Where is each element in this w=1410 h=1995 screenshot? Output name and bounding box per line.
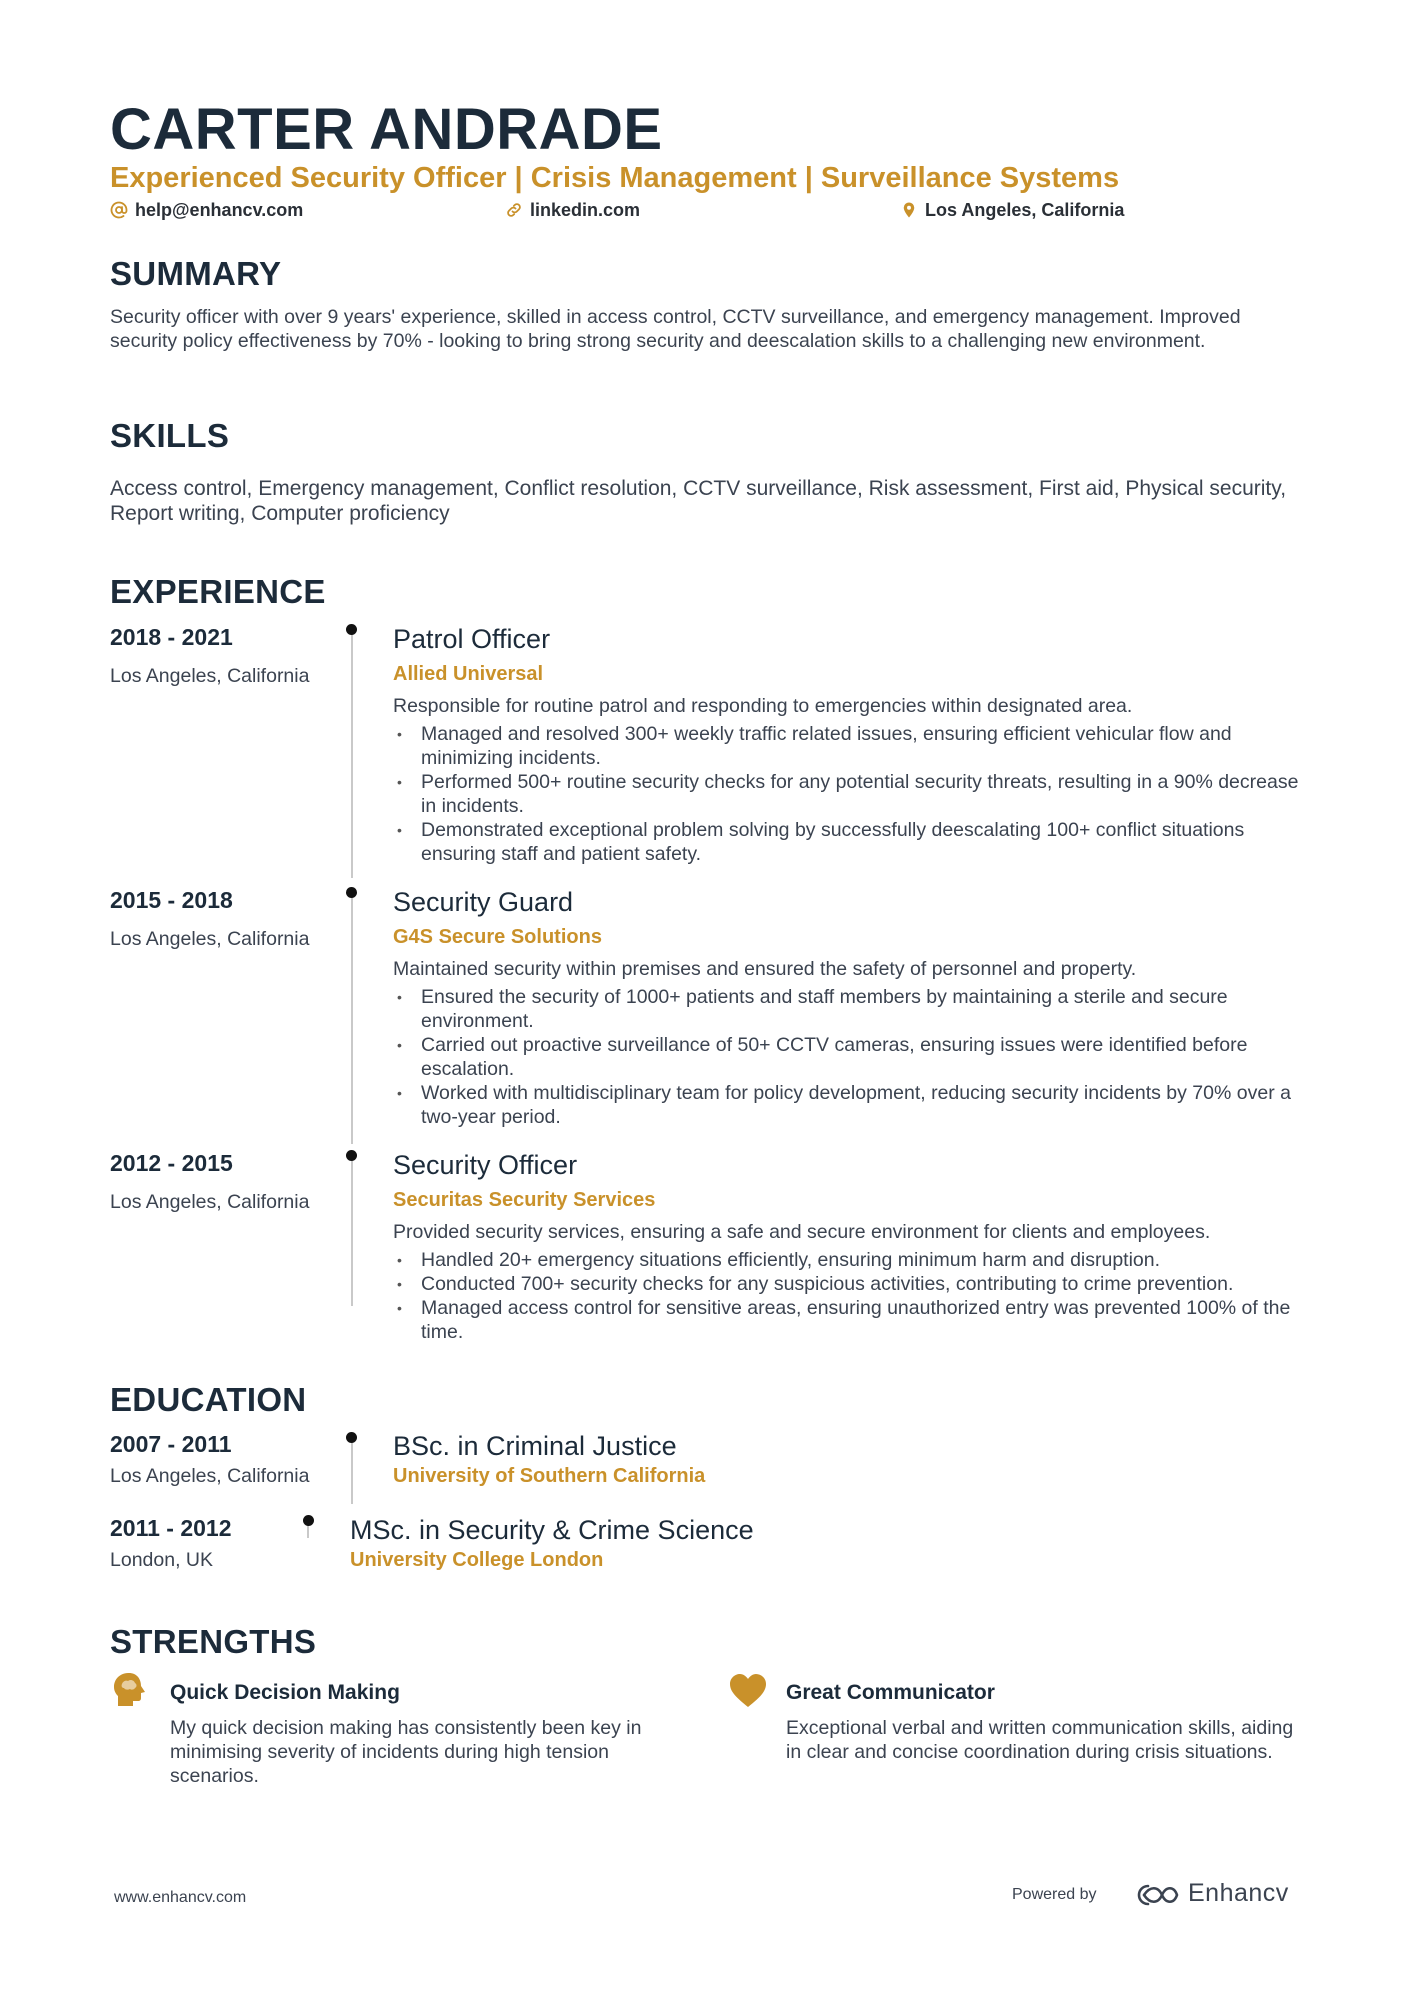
job-location: Los Angeles, California — [110, 665, 310, 687]
footer-brand[interactable]: Enhancv — [1188, 1879, 1289, 1907]
map-pin-icon — [900, 201, 918, 219]
education-location: Los Angeles, California — [110, 1465, 310, 1487]
job-bullets — [393, 985, 1313, 1129]
job-description: Responsible for routine patrol and responding to emergencies within designated area. — [393, 695, 1133, 717]
enhancv-logo-icon — [1134, 1882, 1180, 1908]
at-sign-icon — [110, 201, 128, 219]
summary-text: Security officer with over 9 years' experience, skilled in access control, CCTV surveillance, and emergency management. Improved security policy effectiveness by 70% - looking to bring strong security and deescalation skills to a challenging new environment. — [110, 306, 1241, 352]
job-bullet: • Ensured the security of 1000+ patients and staff members by maintaining a sterile and secure environment. — [393, 985, 1313, 1033]
education-heading: EDUCATION — [110, 1381, 307, 1418]
timeline-dot — [346, 1432, 357, 1443]
job-company: Allied Universal — [393, 663, 544, 685]
contact-location — [900, 198, 1124, 222]
education-dates: 2007 - 2011 — [110, 1431, 232, 1457]
education-school: University of Southern California — [393, 1465, 706, 1487]
job-description: Provided security services, ensuring a safe and secure environment for clients and employees. — [393, 1221, 1211, 1243]
job-bullet: • Demonstrated exceptional problem solving by successfully deescalating 100+ conflict situations ensuring staff and patient safety. — [393, 818, 1313, 866]
education-dates: 2011 - 2012 — [110, 1515, 232, 1541]
job-title: Security Guard — [393, 887, 574, 917]
job-dates: 2018 - 2021 — [110, 624, 233, 650]
job-company: Securitas Security Services — [393, 1189, 656, 1211]
timeline-dot — [346, 624, 357, 635]
job-bullets — [393, 1248, 1313, 1344]
strengths-heading: STRENGTHS — [110, 1623, 317, 1660]
strength-title: Quick Decision Making — [170, 1681, 400, 1704]
job-bullet: • Conducted 700+ security checks for any suspicious activities, contributing to crime prevention. — [393, 1272, 1313, 1296]
job-location: Los Angeles, California — [110, 928, 310, 950]
job-bullet: • Performed 500+ routine security checks for any potential security threats, resulting in a 90% decrease in incidents. — [393, 770, 1313, 818]
link-icon — [505, 201, 523, 219]
job-bullet: • Worked with multidisciplinary team for policy development, reducing security incidents by 70% over a two-year period. — [393, 1081, 1313, 1129]
timeline-line — [351, 892, 353, 1144]
timeline-line — [351, 1436, 353, 1504]
strength-description: Exceptional verbal and written communication skills, aiding in clear and concise coordination during crisis situations. — [786, 1717, 1294, 1763]
strength-title: Great Communicator — [786, 1681, 995, 1704]
contact-linkedin[interactable] — [505, 198, 640, 222]
timeline-dot — [303, 1515, 314, 1526]
contact-location-text: Los Angeles, California — [925, 200, 1125, 220]
job-company: G4S Secure Solutions — [393, 926, 602, 948]
timeline-dot — [346, 887, 357, 898]
job-dates: 2012 - 2015 — [110, 1150, 233, 1176]
contact-linkedin-text: linkedin.com — [530, 200, 641, 220]
summary-heading: SUMMARY — [110, 255, 282, 292]
contact-email[interactable] — [110, 198, 303, 222]
job-bullet: • Managed and resolved 300+ weekly traffic related issues, ensuring efficient vehicular flow and minimizing incidents. — [393, 722, 1313, 770]
education-location: London, UK — [110, 1549, 213, 1571]
job-bullet: • Handled 20+ emergency situations efficiently, ensuring minimum harm and disruption. — [393, 1248, 1313, 1272]
experience-heading: EXPERIENCE — [110, 573, 326, 610]
job-bullets — [393, 722, 1313, 866]
timeline-line — [351, 1156, 353, 1306]
candidate-name: CARTER ANDRADE — [110, 97, 663, 162]
job-bullet: • Carried out proactive surveillance of 50+ CCTV cameras, ensuring issues were identified before escalation. — [393, 1033, 1313, 1081]
job-description: Maintained security within premises and ensured the safety of personnel and property. — [393, 958, 1137, 980]
job-dates: 2015 - 2018 — [110, 887, 233, 913]
skills-heading: SKILLS — [110, 417, 230, 454]
head-brain-icon — [112, 1672, 146, 1708]
candidate-tagline: Experienced Security Officer | Crisis Management | Surveillance Systems — [110, 162, 1120, 194]
education-degree: BSc. in Criminal Justice — [393, 1431, 677, 1461]
job-bullet: • Managed access control for sensitive areas, ensuring unauthorized entry was prevented 100% of the time. — [393, 1296, 1313, 1344]
education-degree: MSc. in Security & Crime Science — [350, 1515, 754, 1545]
education-school: University College London — [350, 1549, 604, 1571]
job-title: Security Officer — [393, 1150, 578, 1180]
skills-text: Access control, Emergency management, Conflict resolution, CCTV surveillance, Risk assessment, First aid, Physical security, Report writing, Computer proficiency — [110, 477, 1287, 525]
strength-description: My quick decision making has consistently been key in minimising severity of incidents during high tension scenarios. — [170, 1717, 642, 1787]
heart-icon — [729, 1674, 767, 1708]
footer-website[interactable]: www.enhancv.com — [114, 1889, 247, 1906]
job-location: Los Angeles, California — [110, 1191, 310, 1213]
contact-email-text: help@enhancv.com — [135, 200, 304, 220]
timeline-dot — [346, 1150, 357, 1161]
job-title: Patrol Officer — [393, 624, 551, 654]
timeline-line — [351, 628, 353, 878]
footer-powered-by: Powered by — [1012, 1886, 1097, 1903]
